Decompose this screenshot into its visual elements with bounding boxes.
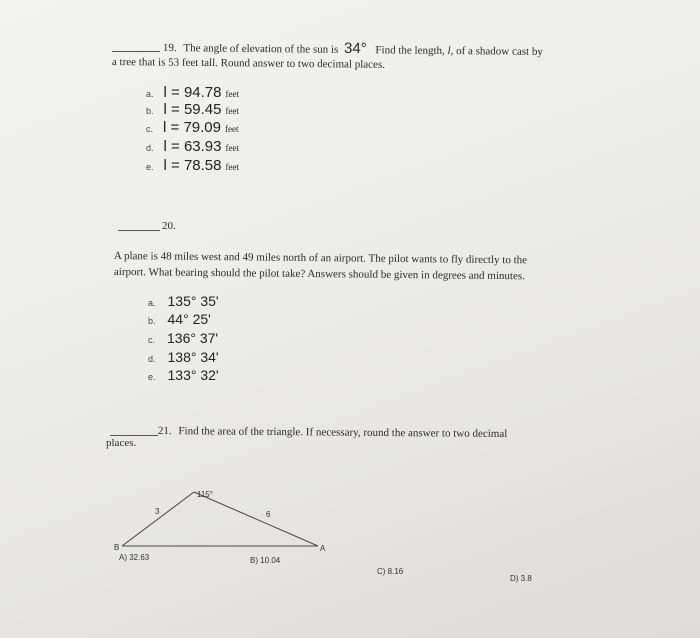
question-20-line2: airport. What bearing should the pilot take? Answers should be given in degrees and minutes.	[113, 266, 525, 283]
choice-letter: b.	[146, 106, 154, 116]
choice-letter: d.	[148, 354, 156, 364]
choice-value: l = 59.45	[163, 101, 222, 118]
choice-value: 133° 32'	[167, 367, 219, 383]
choice-value: l = 94.78	[163, 84, 222, 101]
triangle-side-right	[194, 492, 318, 546]
answer-21-d[interactable]: D) 3.8	[510, 574, 532, 583]
choice-unit: feet	[225, 89, 239, 99]
choice-letter: d.	[146, 143, 154, 153]
triangle-vertex-b: B	[114, 543, 120, 552]
triangle-side-left	[122, 492, 194, 546]
triangle-angle-label: 115°	[197, 490, 213, 499]
question-19-variable: l,	[447, 44, 454, 58]
question-19-text-c: of a shadow cast by	[456, 45, 543, 58]
choice-value: l = 79.09	[163, 119, 221, 136]
choice-19-c[interactable]	[146, 119, 238, 137]
answer-blank-19[interactable]	[112, 51, 160, 52]
question-21-text: Find the area of the triangle. If necessary, round the answer to two decimal	[178, 425, 508, 441]
choice-letter: e.	[148, 372, 156, 382]
answer-21-c[interactable]: C) 8.16	[377, 567, 404, 576]
question-21-number: 21.	[157, 425, 172, 438]
choice-letter: b.	[148, 316, 156, 326]
choice-19-b[interactable]	[146, 101, 239, 119]
choice-letter: c.	[146, 124, 154, 134]
choice-letter: e.	[146, 162, 154, 172]
choice-19-a[interactable]	[146, 84, 239, 102]
triangle-diagram	[110, 480, 340, 560]
choice-unit: feet	[225, 143, 239, 153]
question-21-line1	[158, 425, 507, 440]
question-20-number: 20.	[162, 220, 176, 232]
choice-value: 44° 25'	[167, 311, 211, 327]
choice-20-e[interactable]	[148, 367, 219, 385]
answer-blank-20[interactable]	[118, 230, 160, 231]
choice-letter: c.	[148, 335, 156, 345]
question-21-line2: places.	[106, 437, 137, 449]
choice-20-b[interactable]	[148, 311, 211, 329]
choice-value: 136° 37'	[167, 330, 219, 346]
choice-value: 135° 35'	[167, 293, 219, 309]
answer-21-a[interactable]: A) 32.63	[119, 553, 150, 562]
triangle-side-right-label: 6	[266, 510, 271, 519]
question-19-text-b: Find the length,	[375, 44, 445, 57]
choice-19-d[interactable]	[146, 138, 239, 156]
choice-value: l = 63.93	[163, 138, 222, 155]
question-19-line1	[163, 38, 543, 59]
question-19-line2: a tree that is 53 feet tall. Round answer to two decimal places.	[111, 56, 386, 71]
choice-value: l = 78.58	[163, 157, 222, 174]
question-20-line1: A plane is 48 miles west and 49 miles north of an airport. The pilot wants to fly directly to the	[113, 250, 528, 267]
question-19-angle: 34°	[343, 39, 367, 58]
question-19-number: 19.	[162, 41, 177, 55]
choice-20-a[interactable]	[148, 293, 219, 311]
choice-20-c[interactable]	[148, 330, 218, 348]
answer-21-b[interactable]: B) 10.04	[250, 556, 281, 565]
choice-value: 138° 34'	[167, 349, 219, 365]
choice-unit: feet	[225, 106, 239, 116]
choice-20-d[interactable]	[148, 349, 219, 367]
choice-letter: a.	[146, 89, 154, 99]
answer-blank-21[interactable]	[110, 435, 158, 436]
question-19-text-a: The angle of elevation of the sun is	[183, 42, 339, 56]
choice-unit: feet	[224, 124, 239, 134]
choice-unit: feet	[225, 162, 239, 172]
triangle-vertex-a: A	[320, 544, 326, 553]
choice-19-e[interactable]	[146, 157, 239, 175]
choice-letter: a.	[148, 298, 156, 308]
triangle-side-left-label: 3	[155, 507, 160, 516]
